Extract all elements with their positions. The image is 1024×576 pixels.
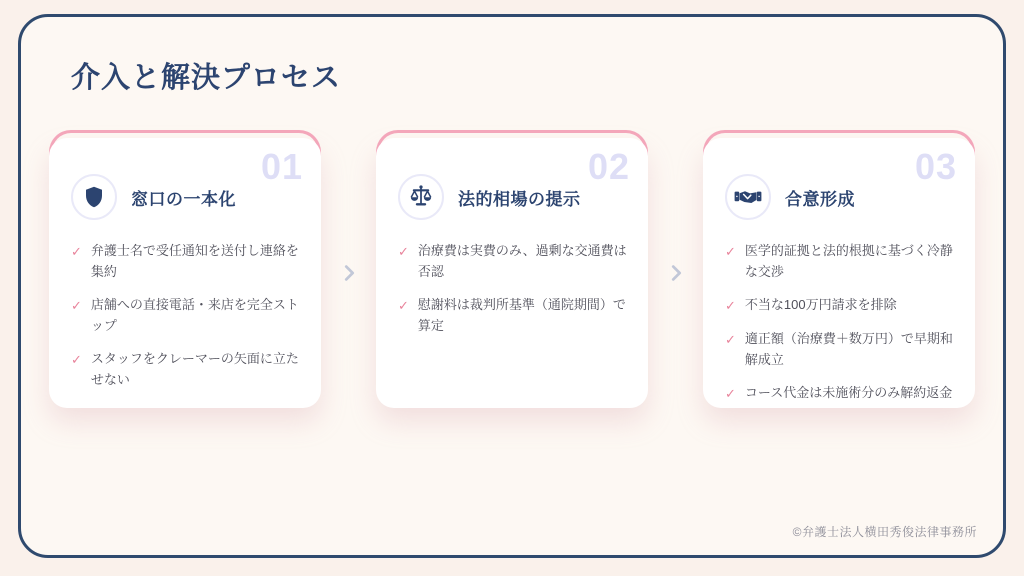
check-icon: ✓: [725, 298, 736, 314]
item-text: 医学的証拠と法的根拠に基づく冷静な交渉: [744, 243, 953, 280]
check-icon: ✓: [725, 244, 736, 259]
process-steps: [21, 138, 1003, 408]
item-text: 弁護士名で受任通知を送付し連絡を集約: [90, 243, 299, 280]
page-title: 介入と解決プロセス: [71, 62, 342, 94]
list-item: [71, 348, 301, 390]
scales-icon: [398, 174, 444, 220]
step-item-list: [71, 240, 301, 390]
shield-icon: [71, 174, 117, 220]
step-title: 法的相場の提示: [458, 189, 581, 209]
check-icon: ✓: [71, 352, 82, 368]
list-item: [71, 294, 301, 336]
list-item: [725, 240, 955, 282]
step-card-1: [49, 138, 321, 408]
step-item-list: [398, 240, 628, 336]
check-icon: ✓: [71, 244, 82, 259]
list-item: [398, 240, 628, 282]
item-text: 治療費は実費のみ、過剰な交通費は否認: [417, 243, 627, 280]
handshake-icon: [725, 174, 771, 220]
item-text: スタッフをクレーマーの矢面に立たせない: [90, 351, 299, 388]
check-icon: ✓: [398, 244, 409, 259]
check-icon: ✓: [398, 298, 409, 314]
item-text: 慰謝料は裁判所基準（通院期間）で算定: [417, 297, 626, 334]
list-item: [725, 294, 955, 316]
check-icon: ✓: [725, 386, 736, 402]
step-number: 03: [914, 146, 957, 187]
list-item: [725, 382, 955, 404]
item-text: 不当な100万円請求を排除: [744, 297, 897, 313]
item-text: 店舗への直接電話・来店を完全ストップ: [90, 297, 299, 334]
check-icon: ✓: [71, 298, 82, 314]
copyright-notice: ©弁護士法人横田秀俊法律事務所: [792, 525, 977, 539]
list-item: [398, 294, 628, 336]
next-chevron-icon: [338, 262, 360, 284]
list-item: [71, 240, 301, 282]
step-number: 02: [587, 146, 630, 187]
step-card-3: [703, 138, 975, 408]
slide-panel: [18, 14, 1006, 558]
step-title: 合意形成: [785, 189, 855, 209]
list-item: [725, 328, 955, 370]
step-title: 窓口の一本化: [131, 189, 236, 209]
step-item-list: [725, 240, 955, 404]
check-icon: ✓: [725, 332, 736, 348]
step-card-2: [376, 138, 648, 408]
item-text: 適正額（治療費＋数万円）で早期和解成立: [744, 331, 953, 368]
next-chevron-icon: [665, 262, 687, 284]
step-number: 01: [260, 146, 303, 187]
item-text: コース代金は未施術分のみ解約返金: [744, 385, 953, 401]
